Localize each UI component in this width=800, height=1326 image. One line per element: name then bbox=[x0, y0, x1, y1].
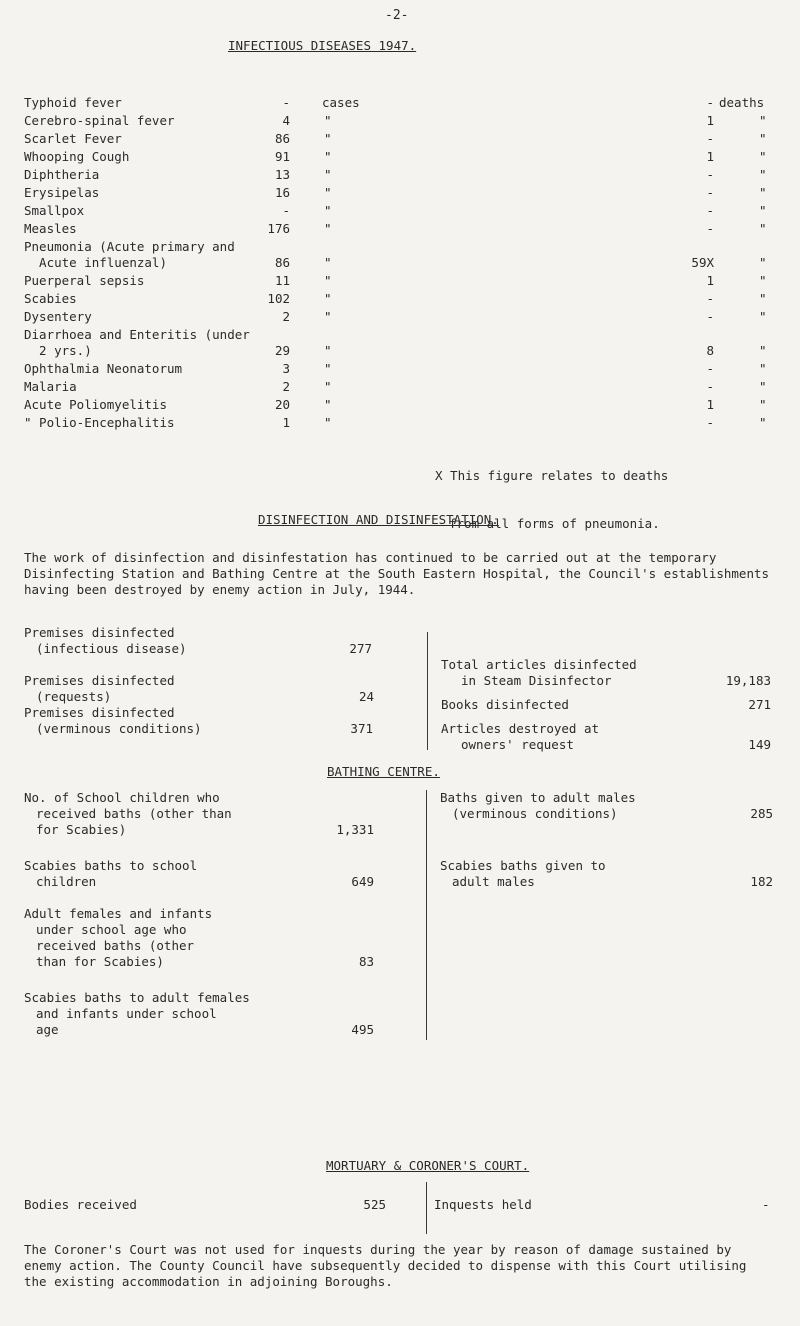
item-label: Premises disinfected bbox=[24, 625, 175, 640]
ditto-mark: " bbox=[324, 291, 332, 306]
disease-row bbox=[24, 327, 774, 343]
ditto-mark: " bbox=[759, 221, 767, 236]
item-value: 649 bbox=[351, 874, 374, 889]
pneumonia-footnote bbox=[435, 436, 668, 548]
item-value: 149 bbox=[748, 737, 771, 752]
bathing-centre-heading: BATHING CENTRE. bbox=[327, 764, 440, 779]
disinfection-right-item bbox=[441, 721, 599, 753]
item-label: Baths given to adult males bbox=[440, 790, 636, 805]
item-value: 277 bbox=[349, 641, 372, 656]
disinfection-right-item bbox=[441, 657, 637, 689]
item-value: 24 bbox=[358, 689, 374, 704]
case-count: 86 bbox=[274, 255, 290, 270]
disease-row bbox=[24, 167, 774, 183]
disease-name: Smallpox bbox=[24, 203, 85, 218]
item-label: Scabies baths given to bbox=[440, 858, 606, 873]
bathing-right-item bbox=[440, 858, 606, 890]
item-value: 1,331 bbox=[336, 822, 374, 837]
case-count: - bbox=[282, 95, 290, 110]
disease-row bbox=[24, 221, 774, 237]
disease-name: Whooping Cough bbox=[24, 149, 130, 164]
case-count: - bbox=[282, 203, 290, 218]
disease-row bbox=[24, 343, 774, 359]
disease-name: Diarrhoea and Enteritis (under bbox=[24, 327, 250, 342]
disease-name: Erysipelas bbox=[24, 185, 100, 200]
deaths-label: deaths bbox=[719, 95, 765, 110]
item-label: adult males bbox=[452, 874, 535, 889]
case-count: 1 bbox=[282, 415, 290, 430]
ditto-mark: " bbox=[324, 203, 332, 218]
item-value: 182 bbox=[750, 874, 773, 889]
ditto-mark: " bbox=[759, 185, 767, 200]
disease-row bbox=[24, 273, 774, 289]
item-value: 285 bbox=[750, 806, 773, 821]
disease-name: " Polio-Encephalitis bbox=[24, 415, 175, 430]
item-label: Scabies baths to school bbox=[24, 858, 198, 873]
death-count: - bbox=[706, 131, 714, 146]
disease-row bbox=[24, 239, 774, 255]
disease-row bbox=[24, 149, 774, 165]
item-label: Scabies baths to adult females bbox=[24, 990, 250, 1005]
ditto-mark: " bbox=[324, 415, 332, 430]
ditto-mark: " bbox=[759, 291, 767, 306]
disease-row bbox=[24, 113, 774, 129]
footnote-line: from all forms of pneumonia. bbox=[449, 516, 660, 531]
disease-name: Dysentery bbox=[24, 309, 92, 324]
disease-name: 2 yrs.) bbox=[24, 343, 92, 358]
ditto-mark: " bbox=[759, 131, 767, 146]
ditto-mark: " bbox=[324, 343, 332, 358]
item-label: (infectious disease) bbox=[36, 641, 187, 656]
ditto-mark: " bbox=[324, 113, 332, 128]
item-label: for Scabies) bbox=[36, 822, 127, 837]
item-label: (verminous conditions) bbox=[452, 806, 618, 821]
disinfection-heading: DISINFECTION AND DISINFESTATION. bbox=[258, 512, 499, 527]
death-count: 1 bbox=[706, 397, 714, 412]
ditto-mark: " bbox=[324, 255, 332, 270]
ditto-mark: " bbox=[759, 255, 767, 270]
ditto-mark: " bbox=[324, 379, 332, 394]
bathing-divider bbox=[426, 790, 427, 1040]
case-count: 4 bbox=[282, 113, 290, 128]
disease-name: Pneumonia (Acute primary and bbox=[24, 239, 235, 254]
death-count: 1 bbox=[706, 113, 714, 128]
death-count: - bbox=[706, 167, 714, 182]
ditto-mark: " bbox=[759, 149, 767, 164]
item-label: received baths (other than bbox=[36, 806, 232, 821]
ditto-mark: " bbox=[759, 379, 767, 394]
ditto-mark: " bbox=[759, 343, 767, 358]
disinfection-left-item bbox=[24, 705, 202, 737]
ditto-mark: " bbox=[759, 309, 767, 324]
cases-label: cases bbox=[322, 95, 360, 110]
item-label: No. of School children who bbox=[24, 790, 220, 805]
case-count: 2 bbox=[282, 309, 290, 324]
case-count: 11 bbox=[274, 273, 290, 288]
disease-row bbox=[24, 361, 774, 377]
death-count: - bbox=[706, 185, 714, 200]
disease-row bbox=[24, 291, 774, 307]
ditto-mark: " bbox=[324, 167, 332, 182]
death-count: 59X bbox=[691, 255, 714, 270]
ditto-mark: " bbox=[324, 309, 332, 324]
bathing-left-item bbox=[24, 858, 197, 890]
disinfection-left-item bbox=[24, 625, 187, 657]
disease-name: Acute Poliomyelitis bbox=[24, 397, 167, 412]
item-label: (requests) bbox=[36, 689, 112, 704]
item-label: Adult females and infants bbox=[24, 906, 213, 921]
bathing-right-item bbox=[440, 790, 636, 822]
ditto-mark: " bbox=[759, 167, 767, 182]
disease-row bbox=[24, 415, 774, 431]
item-value: 271 bbox=[748, 697, 771, 712]
death-count: 1 bbox=[706, 273, 714, 288]
death-count: - bbox=[706, 309, 714, 324]
disease-name: Scarlet Fever bbox=[24, 131, 122, 146]
infectious-diseases-heading: INFECTIOUS DISEASES 1947. bbox=[228, 38, 417, 53]
disease-row bbox=[24, 185, 774, 201]
death-count: - bbox=[706, 415, 714, 430]
item-value: 19,183 bbox=[725, 673, 771, 688]
death-count: - bbox=[706, 203, 714, 218]
ditto-mark: " bbox=[324, 149, 332, 164]
case-count: 86 bbox=[274, 131, 290, 146]
case-count: 176 bbox=[267, 221, 290, 236]
ditto-mark: " bbox=[759, 203, 767, 218]
death-count: - bbox=[706, 379, 714, 394]
bathing-left-item bbox=[24, 990, 250, 1038]
disease-name: Diphtheria bbox=[24, 167, 100, 182]
ditto-mark: " bbox=[759, 415, 767, 430]
case-count: 13 bbox=[274, 167, 290, 182]
item-label: received baths (other bbox=[36, 938, 195, 953]
item-label: in Steam Disinfector bbox=[461, 673, 612, 688]
disease-row bbox=[24, 397, 774, 413]
disinfection-divider bbox=[427, 632, 428, 750]
disease-name: Cerebro-spinal fever bbox=[24, 113, 175, 128]
disinfection-right-item bbox=[441, 697, 569, 713]
case-count: 2 bbox=[282, 379, 290, 394]
ditto-mark: " bbox=[324, 273, 332, 288]
ditto-mark: " bbox=[759, 397, 767, 412]
inquests-held-label: Inquests held bbox=[434, 1197, 532, 1212]
inquests-held-value: - bbox=[762, 1197, 770, 1212]
disinfection-paragraph: The work of disinfection and disinfestation has continued to be carried out at the temporary Disinfecting Station and Bathing Centre at the South Eastern Hospital, the Council's establishments having been destroyed by enemy action in July, 1944. bbox=[24, 550, 770, 597]
death-count: - bbox=[706, 221, 714, 236]
disease-row bbox=[24, 309, 774, 325]
ditto-mark: " bbox=[324, 131, 332, 146]
ditto-mark: " bbox=[324, 185, 332, 200]
disease-name: Acute influenzal) bbox=[24, 255, 167, 270]
disease-row bbox=[24, 95, 774, 111]
item-label: owners' request bbox=[461, 737, 574, 752]
item-label: and infants under school bbox=[36, 1006, 217, 1021]
bathing-left-item bbox=[24, 790, 232, 838]
item-value: 371 bbox=[350, 721, 373, 736]
disease-row bbox=[24, 203, 774, 219]
disease-name: Malaria bbox=[24, 379, 77, 394]
disease-row bbox=[24, 255, 774, 271]
disease-name: Ophthalmia Neonatorum bbox=[24, 361, 183, 376]
death-count: 8 bbox=[706, 343, 714, 358]
item-label: Premises disinfected bbox=[24, 673, 175, 688]
ditto-mark: " bbox=[324, 397, 332, 412]
item-value: 495 bbox=[351, 1022, 374, 1037]
disease-name: Measles bbox=[24, 221, 77, 236]
disease-name: Puerperal sepsis bbox=[24, 273, 145, 288]
item-label: Total articles disinfected bbox=[441, 657, 637, 672]
item-label: than for Scabies) bbox=[36, 954, 164, 969]
disinfection-left-item bbox=[24, 673, 175, 705]
coroner-paragraph: The Coroner's Court was not used for inquests during the year by reason of damage sustained by enemy action. The County Council have subsequently decided to dispense with this Court utilising the existing accommodation in adjoining Boroughs. bbox=[24, 1242, 747, 1289]
item-label: Books disinfected bbox=[441, 697, 569, 712]
footnote-line: X This figure relates to deaths bbox=[435, 468, 669, 483]
disease-name: Scabies bbox=[24, 291, 77, 306]
disease-row bbox=[24, 379, 774, 395]
bathing-left-item bbox=[24, 906, 212, 970]
ditto-mark: " bbox=[759, 361, 767, 376]
ditto-mark: " bbox=[759, 273, 767, 288]
ditto-mark: " bbox=[324, 361, 332, 376]
death-count: 1 bbox=[706, 149, 714, 164]
item-label: age bbox=[36, 1022, 59, 1037]
death-count: - bbox=[706, 291, 714, 306]
item-label: under school age who bbox=[36, 922, 187, 937]
death-count: - bbox=[706, 95, 714, 110]
ditto-mark: " bbox=[324, 221, 332, 236]
ditto-mark: " bbox=[759, 113, 767, 128]
death-count: - bbox=[706, 361, 714, 376]
disease-name: Typhoid fever bbox=[24, 95, 122, 110]
case-count: 102 bbox=[267, 291, 290, 306]
case-count: 20 bbox=[274, 397, 290, 412]
case-count: 3 bbox=[282, 361, 290, 376]
item-value: 83 bbox=[358, 954, 374, 969]
mortuary-heading: MORTUARY & CORONER'S COURT. bbox=[326, 1158, 530, 1173]
item-label: (verminous conditions) bbox=[36, 721, 202, 736]
item-label: Articles destroyed at bbox=[441, 721, 600, 736]
disease-row bbox=[24, 131, 774, 147]
case-count: 16 bbox=[274, 185, 290, 200]
bodies-received-value: 525 bbox=[363, 1197, 386, 1212]
bodies-received-label: Bodies received bbox=[24, 1197, 137, 1212]
mortuary-divider bbox=[426, 1182, 427, 1234]
item-label: children bbox=[36, 874, 97, 889]
case-count: 91 bbox=[274, 149, 290, 164]
case-count: 29 bbox=[274, 343, 290, 358]
page-number: -2- bbox=[385, 8, 409, 23]
item-label: Premises disinfected bbox=[24, 705, 175, 720]
